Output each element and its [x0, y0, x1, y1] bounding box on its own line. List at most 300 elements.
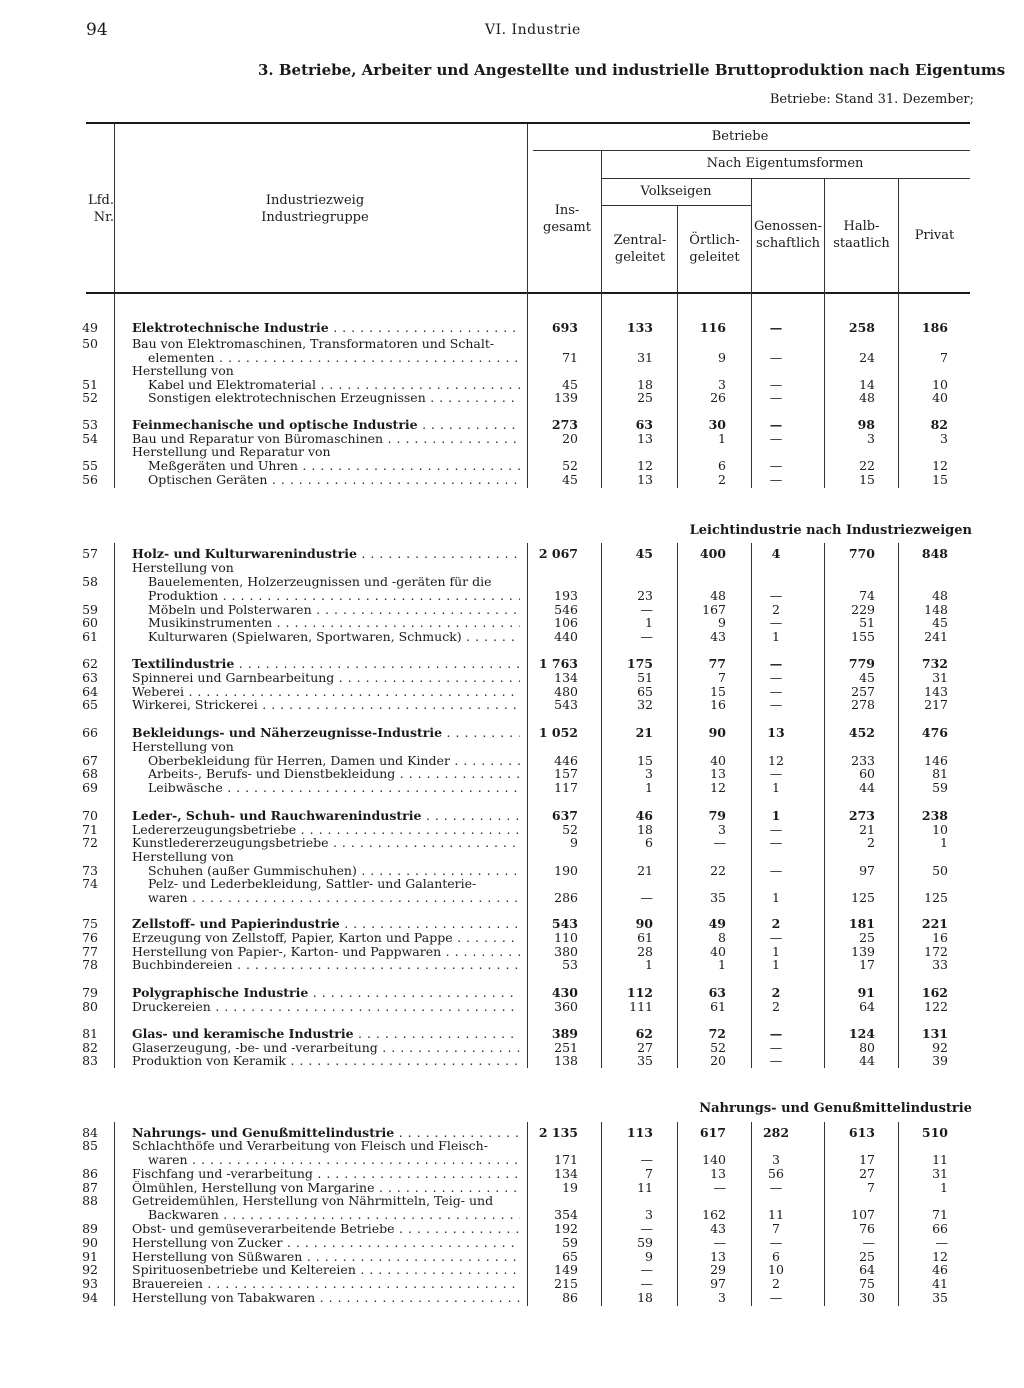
- cell-genossenschaftlich: —: [769, 1235, 783, 1250]
- header-zweig-line1: Industriezweig: [265, 193, 365, 208]
- cell-privat: 40: [932, 390, 948, 405]
- row-number: 49: [82, 320, 98, 335]
- cell-insgesamt: 20: [562, 431, 578, 446]
- cell-genossenschaftlich: —: [769, 670, 783, 685]
- cell-halbstaatlich: 30: [859, 1290, 875, 1305]
- cell-insgesamt: 190: [554, 863, 578, 878]
- row-number: 86: [82, 1166, 98, 1181]
- cell-privat: 12: [932, 458, 948, 473]
- cell-genossenschaftlich: —: [769, 377, 783, 392]
- cell-oertlichgeleitet: 162: [702, 1207, 726, 1222]
- cell-insgesamt: 71: [562, 350, 578, 365]
- cell-zentralgeleitet: 61: [637, 930, 653, 945]
- cell-zentralgeleitet: 1: [645, 957, 653, 972]
- cell-privat: 148: [924, 602, 948, 617]
- cell-oertlichgeleitet: 2: [718, 472, 726, 487]
- cell-halbstaatlich: 24: [859, 350, 875, 365]
- cell-genossenschaftlich: 13: [767, 725, 785, 740]
- cell-zentralgeleitet: 18: [637, 822, 653, 837]
- row-number: 81: [82, 1026, 98, 1041]
- cell-oertlichgeleitet: 8: [718, 930, 726, 945]
- row-label: elementen . . .: [148, 351, 520, 365]
- cell-privat: 186: [921, 320, 948, 335]
- cell-privat: 33: [932, 957, 948, 972]
- cell-halbstaatlich: 22: [859, 458, 875, 473]
- row-number: 52: [82, 390, 98, 405]
- row-label: Möbeln und Polsterwaren . . .: [148, 603, 520, 617]
- cell-genossenschaftlich: 56: [768, 1166, 784, 1181]
- cell-insgesamt: 446: [554, 753, 578, 768]
- row-label: Meßgeräten und Uhren . . .: [148, 459, 520, 473]
- row-label: Herstellung und Reparatur von: [132, 445, 331, 459]
- row-label: Elektrotechnische Industrie . . .: [132, 321, 520, 335]
- cell-privat: 476: [921, 725, 948, 740]
- cell-genossenschaftlich: 2: [771, 916, 781, 931]
- cell-zentralgeleitet: —: [640, 1221, 653, 1236]
- cell-oertlichgeleitet: 40: [710, 753, 726, 768]
- cell-insgesamt: 134: [554, 670, 578, 685]
- cell-zentralgeleitet: 51: [637, 670, 653, 685]
- row-label: Herstellung von: [132, 740, 234, 754]
- cell-zentralgeleitet: —: [640, 1152, 653, 1167]
- row-number: 87: [82, 1180, 98, 1195]
- cell-halbstaatlich: 258: [848, 320, 875, 335]
- cell-genossenschaftlich: 7: [772, 1221, 780, 1236]
- cell-oertlichgeleitet: —: [713, 1235, 726, 1250]
- row-label: Getreidemühlen, Herstellung von Nährmitteln, Teig- und: [132, 1194, 494, 1208]
- cell-privat: 10: [932, 377, 948, 392]
- row-label: Schuhen (außer Gummischuhen) . . .: [148, 864, 520, 878]
- cell-oertlichgeleitet: 20: [710, 1053, 726, 1068]
- row-number: 75: [82, 916, 98, 931]
- cell-privat: 45: [932, 615, 948, 630]
- table-title: 3. Betriebe, Arbeiter und Angestellte und industrielle Bruttoproduktion nach Eigentums: [258, 61, 1006, 79]
- row-label: Bau und Reparatur von Büromaschinen . . .: [132, 432, 520, 446]
- header-genossen-line1: Genossen-: [753, 219, 823, 234]
- cell-zentralgeleitet: 133: [626, 320, 653, 335]
- cell-genossenschaftlich: 1: [772, 944, 780, 959]
- cell-halbstaatlich: 779: [848, 656, 875, 671]
- cell-insgesamt: 2 135: [538, 1125, 578, 1140]
- row-label: Bauelementen, Holzerzeugnissen und -geräten für die: [148, 575, 492, 589]
- cell-zentralgeleitet: —: [640, 1262, 653, 1277]
- row-label: Herstellung von: [132, 364, 234, 378]
- cell-insgesamt: 9: [570, 835, 578, 850]
- cell-halbstaatlich: —: [862, 1235, 875, 1250]
- cell-oertlichgeleitet: 49: [708, 916, 726, 931]
- header-halb-line1: Halb-: [843, 219, 880, 234]
- row-number: 65: [82, 697, 98, 712]
- header-lfd: Lfd.: [88, 193, 114, 208]
- row-number: 50: [82, 336, 98, 351]
- cell-privat: 241: [924, 629, 948, 644]
- cell-oertlichgeleitet: 90: [708, 725, 726, 740]
- cell-insgesamt: 546: [554, 602, 578, 617]
- row-number: 68: [82, 766, 98, 781]
- row-label: Schlachthöfe und Verarbeitung von Fleisch und Fleisch-: [132, 1139, 488, 1153]
- row-number: 56: [82, 472, 98, 487]
- cell-oertlichgeleitet: 13: [710, 1166, 726, 1181]
- cell-insgesamt: 52: [562, 822, 578, 837]
- row-label: Holz- und Kulturwarenindustrie . . .: [132, 547, 520, 561]
- row-number: 71: [82, 822, 98, 837]
- cell-halbstaatlich: 17: [859, 957, 875, 972]
- header-divider-insgesamt: [601, 150, 602, 294]
- cell-privat: 10: [932, 822, 948, 837]
- header-industriezweig: [210, 192, 420, 226]
- cell-genossenschaftlich: —: [769, 766, 783, 781]
- row-label: Fischfang und -verarbeitung . . .: [132, 1167, 520, 1181]
- cell-zentralgeleitet: 11: [637, 1180, 653, 1195]
- cell-privat: 81: [932, 766, 948, 781]
- row-label: Sonstigen elektrotechnischen Erzeugnissen . . .: [148, 391, 520, 405]
- header-top-rule: [86, 122, 970, 124]
- cell-oertlichgeleitet: 43: [710, 629, 726, 644]
- cell-halbstaatlich: 97: [859, 863, 875, 878]
- cell-insgesamt: 480: [554, 684, 578, 699]
- cell-zentralgeleitet: 21: [635, 725, 653, 740]
- cell-privat: 12: [932, 1249, 948, 1264]
- row-number: 72: [82, 835, 98, 850]
- cell-oertlichgeleitet: 7: [718, 670, 726, 685]
- cell-privat: 41: [932, 1276, 948, 1291]
- row-label: Weberei . . .: [132, 685, 520, 699]
- cell-insgesamt: 134: [554, 1166, 578, 1181]
- column-rule: [601, 294, 602, 488]
- row-number: 51: [82, 377, 98, 392]
- cell-zentralgeleitet: 25: [637, 390, 653, 405]
- row-label: Ledererzeugungsbetriebe . . .: [132, 823, 520, 837]
- cell-oertlichgeleitet: 9: [718, 615, 726, 630]
- cell-zentralgeleitet: 1: [645, 615, 653, 630]
- row-label: Polygraphische Industrie . . .: [132, 986, 520, 1000]
- row-number: 74: [82, 876, 98, 891]
- row-label: Glas- und keramische Industrie . . .: [132, 1027, 520, 1041]
- cell-zentralgeleitet: 3: [645, 1207, 653, 1222]
- cell-insgesamt: 138: [554, 1053, 578, 1068]
- cell-halbstaatlich: 452: [848, 725, 875, 740]
- row-number: 53: [82, 417, 98, 432]
- row-number: 78: [82, 957, 98, 972]
- cell-genossenschaftlich: —: [769, 1040, 783, 1055]
- header-betriebe: Betriebe: [711, 129, 769, 144]
- cell-insgesamt: 171: [554, 1152, 578, 1167]
- header-divider-label: [527, 124, 528, 294]
- cell-privat: 1: [940, 1180, 948, 1195]
- cell-oertlichgeleitet: —: [713, 1180, 726, 1195]
- cell-oertlichgeleitet: 29: [710, 1262, 726, 1277]
- row-number: 67: [82, 753, 98, 768]
- cell-genossenschaftlich: —: [769, 697, 783, 712]
- cell-insgesamt: 693: [551, 320, 578, 335]
- cell-insgesamt: 192: [554, 1221, 578, 1236]
- cell-oertlichgeleitet: 30: [708, 417, 726, 432]
- cell-genossenschaftlich: 2: [772, 1276, 780, 1291]
- cell-zentralgeleitet: 32: [637, 697, 653, 712]
- cell-oertlichgeleitet: 6: [718, 458, 726, 473]
- section-leichtindustrie: Leichtindustrie nach Industriezweigen: [689, 523, 972, 538]
- row-label: Kunstledererzeugungsbetriebe . . .: [132, 836, 520, 850]
- cell-genossenschaftlich: —: [769, 472, 783, 487]
- cell-oertlichgeleitet: 15: [710, 684, 726, 699]
- cell-insgesamt: 1 763: [538, 656, 578, 671]
- cell-insgesamt: 1 052: [538, 725, 578, 740]
- row-label: Obst- und gemüseverarbeitende Betriebe . . .: [132, 1222, 520, 1236]
- running-head: VI. Industrie: [485, 22, 581, 38]
- cell-insgesamt: 149: [554, 1262, 578, 1277]
- column-rule: [677, 543, 678, 1068]
- cell-insgesamt: 86: [562, 1290, 578, 1305]
- cell-zentralgeleitet: 18: [637, 377, 653, 392]
- header-insgesamt: [533, 202, 601, 236]
- cell-zentralgeleitet: 3: [645, 766, 653, 781]
- cell-halbstaatlich: 14: [859, 377, 875, 392]
- cell-privat: 59: [932, 780, 948, 795]
- cell-insgesamt: 117: [554, 780, 578, 795]
- cell-privat: 146: [924, 753, 948, 768]
- cell-genossenschaftlich: —: [769, 588, 783, 603]
- header-insgesamt-line1: Ins-: [554, 203, 580, 218]
- cell-halbstaatlich: 278: [851, 697, 875, 712]
- cell-halbstaatlich: 45: [859, 670, 875, 685]
- cell-genossenschaftlich: —: [769, 863, 783, 878]
- cell-halbstaatlich: 770: [848, 546, 875, 561]
- cell-privat: 15: [932, 472, 948, 487]
- header-genossen-line2: schaftlich: [755, 236, 821, 251]
- cell-privat: 39: [932, 1053, 948, 1068]
- cell-oertlichgeleitet: 400: [699, 546, 726, 561]
- cell-oertlichgeleitet: 77: [708, 656, 726, 671]
- column-rule: [601, 1122, 602, 1306]
- cell-privat: 143: [924, 684, 948, 699]
- row-number: 79: [82, 985, 98, 1000]
- cell-halbstaatlich: 75: [859, 1276, 875, 1291]
- cell-halbstaatlich: 3: [867, 431, 875, 446]
- column-rule: [114, 294, 115, 488]
- row-number: 89: [82, 1221, 98, 1236]
- row-label: Herstellung von Tabakwaren . . .: [132, 1291, 520, 1305]
- row-number: 88: [82, 1193, 98, 1208]
- cell-privat: —: [935, 1235, 948, 1250]
- header-oertlich-line2: geleitet: [689, 250, 740, 265]
- row-number: 90: [82, 1235, 98, 1250]
- row-number: 82: [82, 1040, 98, 1055]
- cell-genossenschaftlich: —: [769, 930, 783, 945]
- cell-oertlichgeleitet: 22: [710, 863, 726, 878]
- cell-insgesamt: 139: [554, 390, 578, 405]
- header-privat: Privat: [914, 228, 955, 243]
- cell-zentralgeleitet: 113: [626, 1125, 653, 1140]
- row-label: Herstellung von: [132, 561, 234, 575]
- row-number: 93: [82, 1276, 98, 1291]
- cell-genossenschaftlich: —: [769, 822, 783, 837]
- header-bottom-rule: [86, 292, 970, 294]
- cell-insgesamt: 110: [554, 930, 578, 945]
- cell-zentralgeleitet: 31: [637, 350, 653, 365]
- row-label: Produktion . . .: [148, 589, 520, 603]
- cell-zentralgeleitet: 13: [637, 472, 653, 487]
- cell-oertlichgeleitet: 52: [710, 1040, 726, 1055]
- row-label: Bekleidungs- und Näherzeugnisse-Industrie . . .: [132, 726, 520, 740]
- cell-genossenschaftlich: —: [769, 431, 783, 446]
- row-number: 91: [82, 1249, 98, 1264]
- cell-oertlichgeleitet: 617: [699, 1125, 726, 1140]
- row-number: 66: [82, 725, 98, 740]
- row-number: 57: [82, 546, 98, 561]
- row-number: 54: [82, 431, 98, 446]
- cell-insgesamt: 389: [551, 1026, 578, 1041]
- row-label: waren . . .: [148, 1153, 520, 1167]
- row-label: Herstellung von Papier-, Karton- und Pappwaren . . .: [132, 945, 520, 959]
- cell-privat: 71: [932, 1207, 948, 1222]
- cell-privat: 66: [932, 1221, 948, 1236]
- cell-zentralgeleitet: 7: [645, 1166, 653, 1181]
- cell-privat: 162: [921, 985, 948, 1000]
- cell-privat: 35: [932, 1290, 948, 1305]
- row-number: 92: [82, 1262, 98, 1277]
- cell-zentralgeleitet: 45: [635, 546, 653, 561]
- cell-halbstaatlich: 7: [867, 1180, 875, 1195]
- cell-insgesamt: 286: [554, 890, 578, 905]
- cell-oertlichgeleitet: 1: [718, 431, 726, 446]
- cell-privat: 131: [921, 1026, 948, 1041]
- cell-oertlichgeleitet: 9: [718, 350, 726, 365]
- cell-insgesamt: 45: [562, 377, 578, 392]
- row-label: Herstellung von: [132, 850, 234, 864]
- cell-zentralgeleitet: —: [640, 602, 653, 617]
- header-genossenschaftlich: [752, 218, 824, 252]
- cell-privat: 7: [940, 350, 948, 365]
- cell-halbstaatlich: 25: [859, 1249, 875, 1264]
- cell-privat: 82: [930, 417, 948, 432]
- header-insgesamt-line2: gesamt: [543, 220, 591, 235]
- cell-privat: 172: [924, 944, 948, 959]
- header-zentral-line2: geleitet: [614, 250, 666, 265]
- cell-halbstaatlich: 107: [851, 1207, 875, 1222]
- cell-insgesamt: 637: [551, 808, 578, 823]
- cell-genossenschaftlich: —: [769, 320, 783, 335]
- cell-privat: 31: [932, 1166, 948, 1181]
- cell-genossenschaftlich: —: [769, 615, 783, 630]
- row-number: 70: [82, 808, 98, 823]
- row-label: Druckereien . . .: [132, 1000, 520, 1014]
- cell-oertlichgeleitet: 3: [718, 1290, 726, 1305]
- page-number: 94: [86, 20, 108, 40]
- cell-oertlichgeleitet: 72: [708, 1026, 726, 1041]
- cell-genossenschaftlich: —: [769, 1026, 783, 1041]
- cell-insgesamt: 19: [562, 1180, 578, 1195]
- row-label: Zellstoff- und Papierindustrie . . .: [132, 917, 520, 931]
- cell-oertlichgeleitet: 3: [718, 822, 726, 837]
- header-eigentumsformen: Nach Eigentumsformen: [706, 156, 864, 171]
- cell-insgesamt: 380: [554, 944, 578, 959]
- cell-zentralgeleitet: 63: [635, 417, 653, 432]
- cell-oertlichgeleitet: 43: [710, 1221, 726, 1236]
- row-label: Herstellung von Süßwaren . . .: [132, 1250, 520, 1264]
- row-label: Arbeits-, Berufs- und Dienstbekleidung . . .: [148, 767, 520, 781]
- cell-genossenschaftlich: —: [769, 1180, 783, 1195]
- cell-insgesamt: 52: [562, 458, 578, 473]
- row-label: Buchbindereien . . .: [132, 958, 520, 972]
- cell-zentralgeleitet: 111: [629, 999, 653, 1014]
- cell-genossenschaftlich: 3: [772, 1152, 780, 1167]
- cell-halbstaatlich: 181: [848, 916, 875, 931]
- cell-genossenschaftlich: 1: [772, 890, 780, 905]
- cell-insgesamt: 354: [554, 1207, 578, 1222]
- cell-oertlichgeleitet: —: [713, 835, 726, 850]
- row-label: Erzeugung von Zellstoff, Papier, Karton und Pappe . . .: [132, 931, 520, 945]
- cell-halbstaatlich: 80: [859, 1040, 875, 1055]
- cell-zentralgeleitet: 21: [637, 863, 653, 878]
- cell-oertlichgeleitet: 63: [708, 985, 726, 1000]
- cell-genossenschaftlich: 6: [772, 1249, 780, 1264]
- header-zentralgeleitet: [603, 232, 677, 266]
- cell-insgesamt: 543: [551, 916, 578, 931]
- header-rule-volkseigen: [601, 205, 751, 206]
- cell-privat: 221: [921, 916, 948, 931]
- row-number: 62: [82, 656, 98, 671]
- cell-zentralgeleitet: 59: [637, 1235, 653, 1250]
- cell-genossenschaftlich: 1: [772, 957, 780, 972]
- row-number: 58: [82, 574, 98, 589]
- header-halb-line2: staatlich: [833, 236, 890, 251]
- row-label: Wirkerei, Strickerei . . .: [132, 698, 520, 712]
- cell-privat: 50: [932, 863, 948, 878]
- cell-privat: 122: [924, 999, 948, 1014]
- cell-insgesamt: 65: [562, 1249, 578, 1264]
- cell-genossenschaftlich: —: [769, 835, 783, 850]
- cell-genossenschaftlich: —: [769, 390, 783, 405]
- row-number: 83: [82, 1053, 98, 1068]
- cell-halbstaatlich: 76: [859, 1221, 875, 1236]
- cell-genossenschaftlich: 2: [771, 985, 781, 1000]
- cell-halbstaatlich: 15: [859, 472, 875, 487]
- cell-insgesamt: 53: [562, 957, 578, 972]
- cell-privat: 732: [921, 656, 948, 671]
- cell-genossenschaftlich: 4: [771, 546, 781, 561]
- row-number: 84: [82, 1125, 98, 1140]
- cell-zentralgeleitet: 35: [637, 1053, 653, 1068]
- cell-genossenschaftlich: 11: [768, 1207, 784, 1222]
- cell-halbstaatlich: 44: [859, 780, 875, 795]
- row-label: Herstellung von Zucker . . .: [132, 1236, 520, 1250]
- row-label: Ölmühlen, Herstellung von Margarine . . .: [132, 1181, 520, 1195]
- cell-halbstaatlich: 613: [848, 1125, 875, 1140]
- row-number: 60: [82, 615, 98, 630]
- cell-genossenschaftlich: 2: [772, 999, 780, 1014]
- cell-genossenschaftlich: 12: [768, 753, 784, 768]
- cell-genossenschaftlich: —: [769, 684, 783, 699]
- row-label: Kulturwaren (Spielwaren, Sportwaren, Schmuck) . . .: [148, 630, 520, 644]
- header-zweig-line2: Industriegruppe: [261, 210, 369, 225]
- cell-oertlichgeleitet: 3: [718, 377, 726, 392]
- cell-oertlichgeleitet: 12: [710, 780, 726, 795]
- cell-privat: 48: [932, 588, 948, 603]
- cell-oertlichgeleitet: 1: [718, 957, 726, 972]
- cell-insgesamt: 59: [562, 1235, 578, 1250]
- cell-genossenschaftlich: 1: [771, 808, 781, 823]
- cell-halbstaatlich: 2: [867, 835, 875, 850]
- cell-halbstaatlich: 98: [857, 417, 875, 432]
- cell-halbstaatlich: 17: [859, 1152, 875, 1167]
- cell-zentralgeleitet: —: [640, 1276, 653, 1291]
- row-label: Glaserzeugung, -be- und -verarbeitung . . .: [132, 1041, 520, 1055]
- section-nahrungsindustrie: Nahrungs- und Genußmittelindustrie: [699, 1101, 972, 1116]
- cell-halbstaatlich: 64: [859, 1262, 875, 1277]
- cell-zentralgeleitet: 175: [626, 656, 653, 671]
- row-number: 59: [82, 602, 98, 617]
- cell-halbstaatlich: 233: [851, 753, 875, 768]
